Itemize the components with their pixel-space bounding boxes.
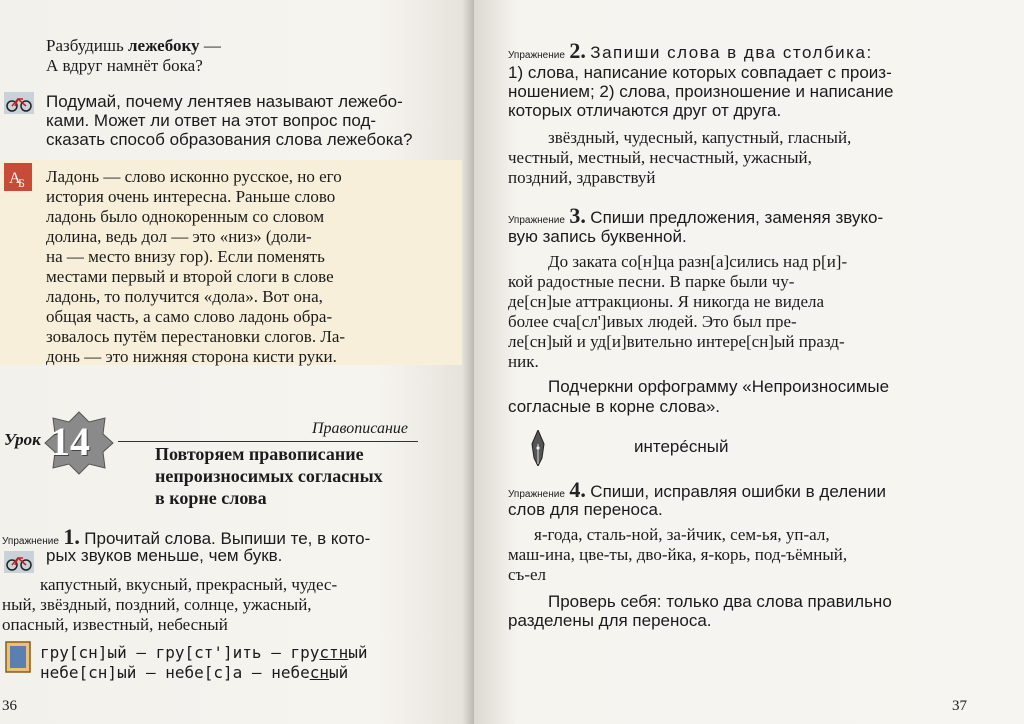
note-line-4: долина, ведь дол — это «низ» (доли- — [46, 227, 312, 246]
example-line-2: небе[сн]ый — небе[с]а — небесный — [40, 663, 349, 682]
exercise-2-text-line-2: 1) слова, написание которых совпадает с произ- — [508, 63, 892, 82]
lesson-title-line-2: непроизносимых согласных — [155, 466, 383, 486]
bicycle-icon — [4, 92, 34, 114]
exercise-4-words-line-3: съ-ел — [508, 565, 547, 584]
note-line-1: Ладонь — слово исконно русское, но его — [46, 167, 342, 186]
think-line-3: сказать способ образования слова лежебока? — [46, 130, 413, 149]
lesson-word: Урок — [4, 430, 41, 449]
exercise-1-words-line-1: капустный, вкусный, прекрасный, чудес- — [40, 575, 338, 594]
example-line-1: гру[сн]ый — гру[ст']ить — грустный — [40, 643, 368, 662]
note-line-2: история очень интересна. Раньше слово — [46, 187, 336, 206]
note-line-3: ладонь было однокоренным со словом — [46, 207, 325, 226]
note-line-7: ладонь, то получится «дола». Вот она, — [46, 287, 323, 306]
exercise-2-words-line-1: звёздный, чудесный, капустный, гласный, — [548, 128, 852, 147]
exercise-1-heading: Упражнение 1. Прочитай слова. Выпиши те, в кото- — [2, 524, 371, 549]
exercise-2-words-line-2: честный, местный, несчастный, ужасный, — [508, 148, 812, 167]
exercise-1-words-line-2: ный, звёздный, поздний, солнце, ужасный, — [2, 595, 312, 614]
note-line-8: общая часть, а само слово ладонь обра- — [46, 307, 333, 326]
exercise-1-text-line-2: рых звуков меньше, чем букв. — [46, 546, 283, 565]
exercise-2-text-line-3: ношением; 2) слова, произношение и написание — [508, 82, 894, 101]
page-number-left: 36 — [2, 698, 17, 714]
think-line-2: ками. Может ли ответ на этот вопрос под- — [46, 111, 377, 130]
exercise-3-body-line-4: более сча[сл']ивых людей. Это был пре- — [508, 312, 797, 331]
exercise-4-text-line-2: слов для переноса. — [508, 500, 663, 519]
think-line-1: Подумай, почему лентяев называют лежебо- — [46, 92, 403, 111]
exercise-4-heading: Упражнение 4. Спиши, исправляя ошибки в делении — [508, 477, 886, 502]
exercise-4-words-line-2: маш-ина, цве-ты, дво-йка, я-корь, под-ъёмный, — [508, 545, 848, 564]
lesson-category: Правописание — [312, 420, 409, 437]
exercise-4-check-line-2: разделены для переноса. — [508, 611, 712, 630]
exercise-3-body-line-3: де[сн]ые аттракционы. Я никогда не видела — [508, 292, 825, 311]
note-line-10: донь — это нижняя сторона кисти руки. — [46, 347, 337, 366]
lesson-title-line-3: в корне слова — [155, 488, 267, 508]
right-page — [474, 0, 1024, 724]
exercise-3-task-line-1: Подчеркни орфограмму «Непроизносимые — [548, 377, 890, 396]
exercise-3-text-line-2: вую запись буквенной. — [508, 227, 687, 246]
note-line-6: местами первый и второй слоги в слове — [46, 267, 334, 286]
exercise-3-body-line-2: кой радостные песни. В парке были чу- — [508, 272, 795, 291]
note-line-9: зовалось путём перестановки слогов. Ла- — [46, 327, 346, 346]
exercise-4-words-line-1: я-года, сталь-ной, за-йчик, сем-ья, уп-ал, — [534, 525, 830, 544]
exercise-2-heading: Упражнение 2. Запиши слова в два столбика: — [508, 38, 873, 63]
poem-line-2: А вдруг намнёт бока? — [46, 56, 203, 75]
poem-line-1: Разбудишь лежебоку — — [46, 36, 221, 55]
bicycle-icon — [4, 551, 34, 573]
exercise-2-text-line-4: которых отличаются друг от друга. — [508, 101, 782, 120]
left-page — [0, 0, 474, 724]
lesson-number: 14 — [50, 419, 90, 464]
lesson-header-rule — [118, 441, 418, 442]
dictionary-word: интерéсный — [634, 437, 729, 456]
note-line-5: на — место внизу гор). Если поменять — [46, 247, 325, 266]
svg-text:А: А — [9, 170, 21, 187]
lesson-title-line-1: Повторяем правописание — [155, 444, 364, 464]
page-number-right: 37 — [952, 698, 967, 714]
exercise-3-body-line-5: ле[сн]ый и уд[и]вительно интере[сн]ый празд- — [508, 332, 845, 351]
exercise-2-words-line-3: поздний, здравствуй — [508, 168, 656, 187]
exercise-3-task-line-2: согласные в корне слова». — [508, 397, 721, 416]
exercise-3-body-line-1: До заката со[н]ца разн[а]сились над р[и]- — [548, 252, 848, 271]
svg-text:Б: Б — [18, 176, 25, 190]
exercise-1-words-line-3: опасный, известный, небесный — [2, 615, 228, 634]
exercise-4-check-line-1: Проверь себя: только два слова правильно — [548, 592, 892, 611]
exercise-3-body-line-6: ник. — [508, 352, 539, 371]
etymology-icon — [4, 163, 32, 191]
exercise-3-heading: Упражнение 3. Спиши предложения, заменяя звуко- — [508, 203, 884, 228]
fountain-pen-icon — [528, 430, 548, 466]
book-icon — [4, 640, 34, 674]
